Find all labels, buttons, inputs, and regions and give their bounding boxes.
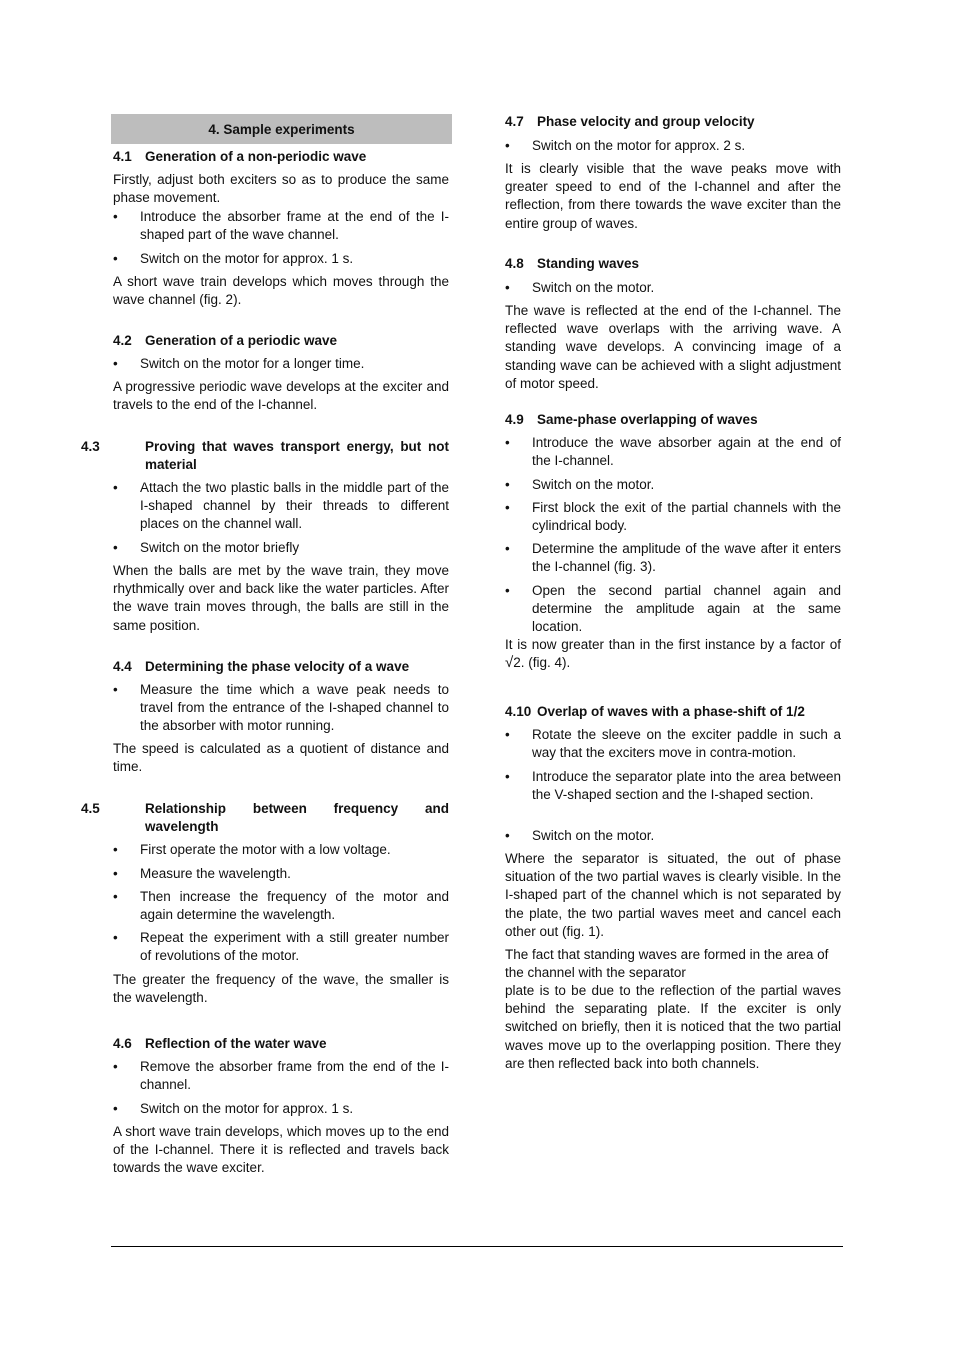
list-item: • Introduce the absorber frame at the end of the I-shaped part of the wave channel. [113, 208, 449, 244]
list-item: • Rotate the sleeve on the exciter paddle in such a way that the exciters move in contra-motion. [505, 726, 841, 762]
heading-4-2: 4.2 Generation of a periodic wave [113, 333, 338, 348]
paragraph: plate is to be due to the reflection of the partial waves behind the separating plate. If the exciter is only switched on briefly, then it is noticed that the two partial waves move up to the overlapping position. There they are then reflected back into both channels. [505, 983, 841, 1071]
paragraph: When the balls are met by the wave train, they move rhythmically over and back like the water particles. After the wave train moves through, the balls are still in the same position. [113, 563, 449, 633]
paragraph: The fact that standing waves are formed in the area of the channel with the separator [505, 947, 829, 981]
list-item: • Repeat the experiment with a still greater number of revolutions of the motor. [113, 929, 449, 965]
sqrt-symbol: √ [505, 654, 514, 672]
heading-4-7: 4.7 Phase velocity and group velocity [505, 114, 755, 129]
paragraph: The speed is calculated as a quotient of distance and time. [113, 741, 449, 775]
list-item: • Introduce the wave absorber again at the end of the I-channel. [505, 434, 841, 470]
heading-4-8: 4.8 Standing waves [505, 256, 640, 271]
list-item: • First block the exit of the partial channels with the cylindrical body. [505, 499, 841, 535]
paragraph: A short wave train develops which moves through the wave channel (fig. 2). [113, 274, 449, 308]
list-item: • Measure the wavelength. [113, 865, 449, 883]
list-item: • Determine the amplitude of the wave after it enters the I-channel (fig. 3). [505, 540, 841, 576]
list-item: • Switch on the motor for approx. 1 s. [113, 250, 449, 268]
paragraph: It is now greater than in the first instance by a factor of √2. (fig. 4). [505, 637, 841, 672]
heading-4-4: 4.4 Determining the phase velocity of a wave [113, 659, 410, 674]
list-item: • Attach the two plastic balls in the middle part of the I-shaped channel by their threads to different places on the channel wall. [113, 479, 449, 534]
paragraph: The wave is reflected at the end of the I-channel. The reflected wave overlaps with the arriving wave. A standing wave develops. A convincing image of a standing wave can be achieved with a slight adjustment of motor speed. [505, 303, 841, 391]
heading-4-6: 4.6 Reflection of the water wave [113, 1036, 327, 1051]
paragraph: A progressive periodic wave develops at the exciter and travels to the end of the I-channel. [113, 379, 449, 413]
list-item: • Switch on the motor for approx. 1 s. [113, 1100, 449, 1118]
list-item: • Switch on the motor for a longer time. [113, 355, 449, 373]
footer-rule [111, 1246, 843, 1247]
list-item: • Switch on the motor for approx. 2 s. [505, 137, 841, 155]
paragraph: It is clearly visible that the wave peaks move with greater speed to end of the I-channel and after the reflection, from there towards the wave exciter than the entire group of waves. [505, 161, 841, 231]
paragraph: Where the separator is situated, the out of phase situation of the two partial waves is clearly visible. In the I-shaped part of the channel which is not separated by the plate, the two partial waves meet and cancel each other out (fig. 1). [505, 851, 841, 939]
list-item: • Switch on the motor. [505, 279, 841, 297]
list-item: • Open the second partial channel again and determine the amplitude again at the same location. [505, 582, 841, 637]
heading-4-3: 4.3 Proving that waves transport energy, but not material [81, 439, 449, 472]
section-title: 4. Sample experiments [208, 121, 355, 137]
list-item: • Switch on the motor. [505, 827, 841, 845]
list-item: • Then increase the frequency of the motor and again determine the wavelength. [113, 888, 449, 924]
list-item: • Introduce the separator plate into the area between the V-shaped section and the I-shaped section. [505, 768, 841, 804]
heading-4-9: 4.9 Same-phase overlapping of waves [505, 412, 758, 427]
list-item: • Switch on the motor. [505, 476, 841, 494]
heading-4-10: 4.10 Overlap of waves with a phase-shift of 1/2 [505, 704, 805, 719]
list-item: • Measure the time which a wave peak needs to travel from the entrance of the I-shaped channel to the absorber with motor running. [113, 681, 449, 736]
list-item: • Remove the absorber frame from the end of the I-channel. [113, 1058, 449, 1094]
section-title-bar [111, 114, 452, 144]
paragraph: The greater the frequency of the wave, the smaller is the wavelength. [113, 972, 449, 1006]
list-item: • Switch on the motor briefly [113, 539, 449, 557]
list-item: • First operate the motor with a low voltage. [113, 841, 449, 859]
heading-4-1: 4.1 Generation of a non-periodic wave [113, 149, 367, 164]
paragraph: A short wave train develops, which moves up to the end of the I-channel. There it is reflected and travels back towards the wave exciter. [113, 1124, 449, 1176]
heading-4-5: 4.5 Relationship between frequency and wavelength [81, 801, 449, 834]
paragraph: Firstly, adjust both exciters so as to produce the same phase movement. [113, 172, 449, 206]
